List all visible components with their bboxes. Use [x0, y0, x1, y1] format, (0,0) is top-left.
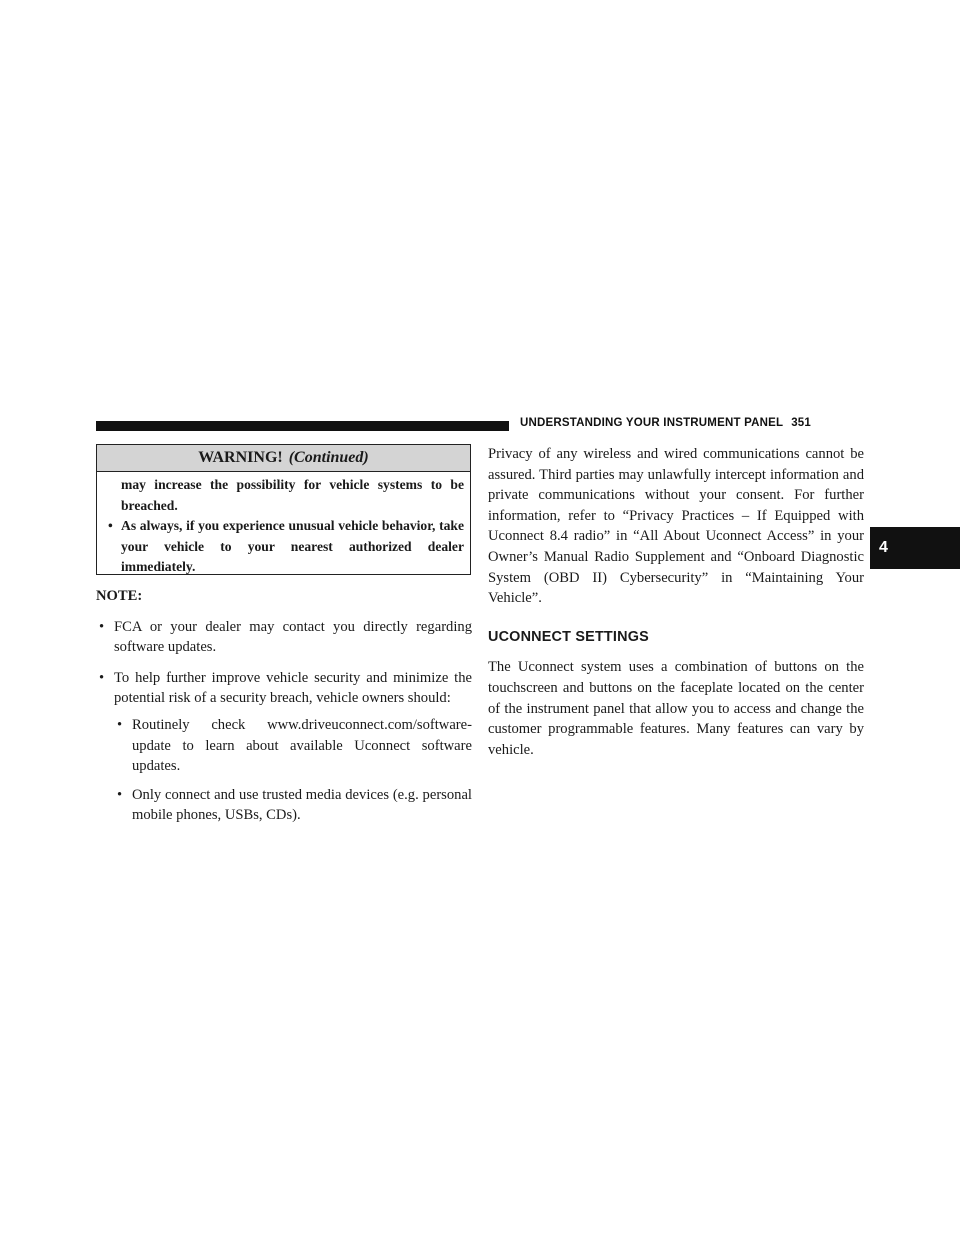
- chapter-number: 4: [879, 539, 888, 556]
- running-header: [520, 417, 811, 429]
- warning-box: [96, 444, 471, 575]
- bullet-icon: •: [99, 669, 105, 686]
- warning-bullet-item: [108, 516, 464, 578]
- list-item: [96, 668, 472, 826]
- sub-list-item-text: Only connect and use trusted media devices (e.g. personal mobile phones, USBs, CDs).: [132, 786, 472, 824]
- section-heading: UCONNECT SETTINGS: [488, 628, 649, 645]
- chapter-tab: [870, 527, 960, 569]
- warning-continued: (Continued): [288, 449, 369, 466]
- right-column: [488, 444, 864, 760]
- privacy-paragraph: Privacy of any wireless and wired communications cannot be assured. Third parties may unlawfully intercept information and private communications without your consent. For further information, refer to “Privacy Practices – If Equipped with Uconnect 8.4 radio” in “All About Uconnect Access” in your Owner’s Manual Radio Supplement and “Onboard Diagnostic System (OBD II) Cybersecurity” in “Maintaining Your Vehicle”.: [488, 446, 864, 607]
- sub-list-item: [114, 785, 472, 826]
- warning-label: WARNING!: [198, 449, 283, 466]
- bullet-icon: •: [99, 618, 105, 635]
- left-column: [96, 586, 472, 836]
- settings-paragraph: The Uconnect system uses a combination of buttons on the touchscreen and buttons on the faceplate located on the center of the instrument panel that allow you to access and change the customer programmable features. Many features can vary by vehicle.: [488, 659, 864, 758]
- note-heading: NOTE:: [96, 588, 143, 604]
- header-rule: [96, 421, 509, 431]
- list-item-text: FCA or your dealer may contact you directly regarding software updates.: [114, 618, 472, 656]
- sub-list-item-text: Routinely check www.driveuconnect.com/software-update to learn about available Uconnect software updates.: [132, 716, 472, 775]
- list-item: [96, 617, 472, 658]
- sub-list-item: [114, 715, 472, 777]
- bullet-icon: •: [117, 786, 123, 803]
- list-item-text: To help further improve vehicle security and minimize the potential risk of a security breach, vehicle owners should:: [114, 669, 472, 707]
- bullet-icon: •: [117, 716, 123, 733]
- warning-text: As always, if you experience unusual vehicle behavior, take your vehicle to your nearest authorized dealer immediately.: [121, 518, 464, 574]
- warning-header: [97, 445, 470, 472]
- warning-text: may increase the possibility for vehicle systems to be breached.: [121, 477, 464, 513]
- sub-list: [114, 715, 472, 826]
- bullet-icon: •: [108, 518, 113, 533]
- page-number: 351: [791, 417, 811, 429]
- header-title-text: UNDERSTANDING YOUR INSTRUMENT PANEL: [520, 417, 784, 429]
- warning-body: [97, 472, 470, 578]
- warning-line: [121, 475, 464, 516]
